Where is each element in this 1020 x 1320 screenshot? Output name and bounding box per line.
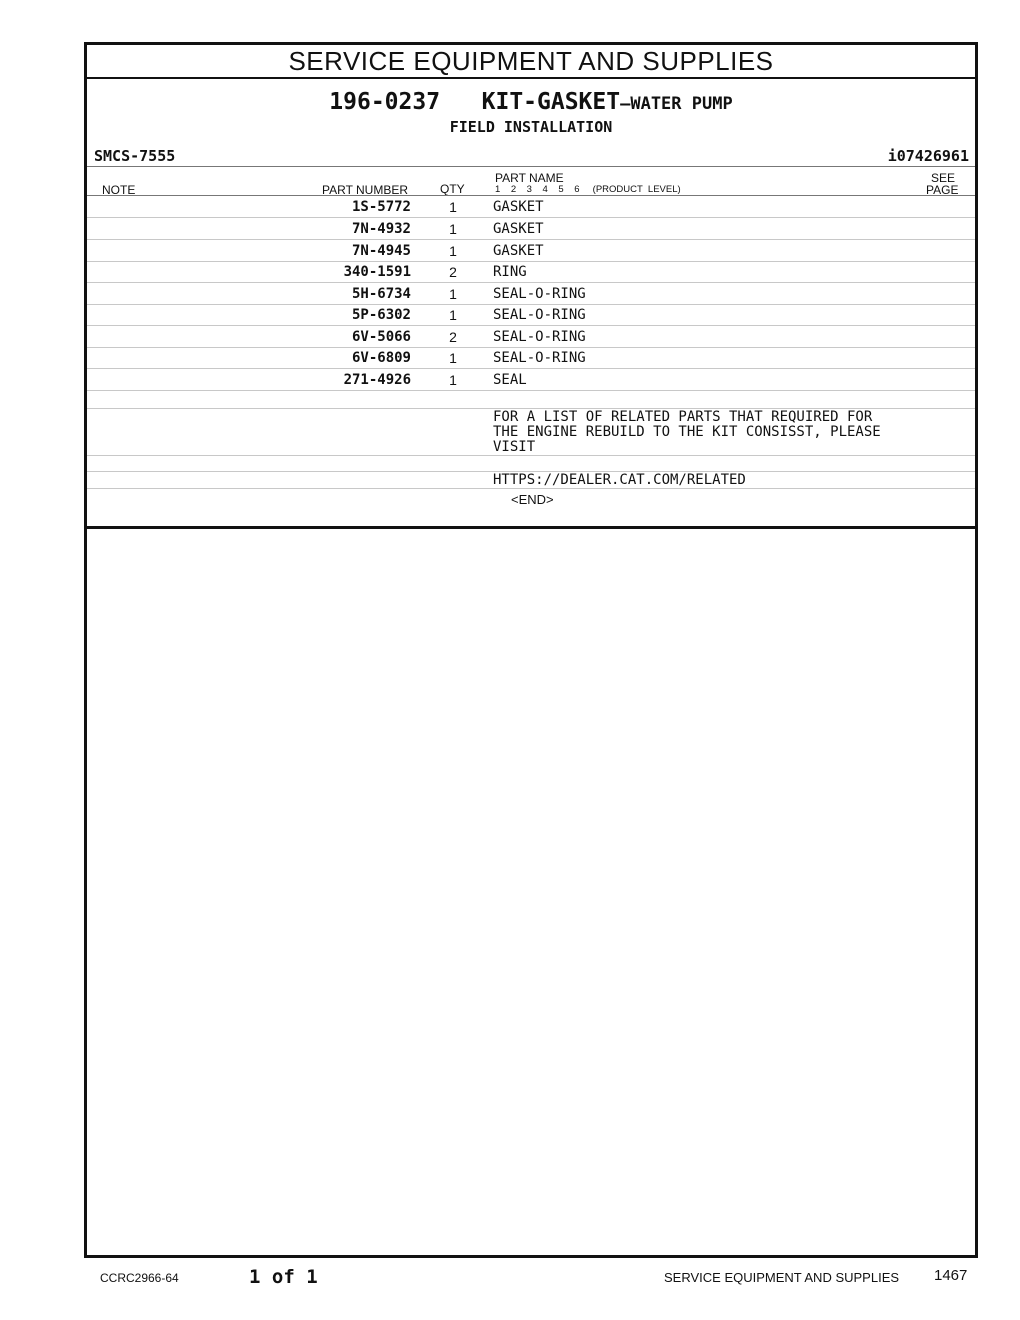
- column-header-qty: QTY: [440, 182, 465, 196]
- kit-number: 196-0237: [329, 89, 441, 115]
- kit-title: [87, 89, 975, 117]
- part-number: 1S-5772: [351, 199, 411, 215]
- kit-description: —WATER PUMP: [620, 94, 733, 114]
- part-qty: 1: [449, 199, 457, 215]
- part-number: 340-1591: [343, 264, 411, 280]
- part-name: GASKET: [493, 221, 544, 237]
- footer-page-count: 1 of 1: [249, 1266, 318, 1288]
- kit-subtitle: FIELD INSTALLATION: [449, 118, 613, 136]
- part-name: GASKET: [493, 243, 544, 259]
- table-row: [87, 369, 975, 391]
- part-name: SEAL-O-RING: [493, 350, 586, 366]
- header-divider: [87, 166, 975, 167]
- column-header-product-level: 1 2 3 4 5 6 (PRODUCT LEVEL): [495, 184, 681, 195]
- column-header-note: NOTE: [102, 183, 136, 197]
- related-parts-url: HTTPS://DEALER.CAT.COM/RELATED: [493, 472, 746, 488]
- part-qty: 1: [449, 286, 457, 302]
- row-divider: [87, 455, 975, 456]
- part-qty: 1: [449, 372, 457, 388]
- page-frame: [84, 42, 978, 1258]
- table-row: [87, 196, 975, 218]
- part-name: SEAL: [493, 372, 527, 388]
- footer-document-code: CCRC2966-64: [100, 1271, 179, 1285]
- column-header-page: PAGE: [926, 183, 959, 197]
- table-row: [87, 304, 975, 326]
- row-divider: [87, 488, 975, 489]
- part-name: SEAL-O-RING: [493, 286, 586, 302]
- part-number: 7N-4945: [351, 243, 411, 259]
- table-row: [87, 347, 975, 369]
- table-row: [87, 261, 975, 283]
- part-number: 7N-4932: [351, 221, 411, 237]
- part-name: GASKET: [493, 199, 544, 215]
- part-qty: 1: [449, 243, 457, 259]
- part-qty: 2: [449, 264, 457, 280]
- smcs-code: SMCS-7555: [94, 147, 176, 165]
- document-id: i07426961: [887, 147, 969, 165]
- footer-section-title: SERVICE EQUIPMENT AND SUPPLIES: [664, 1270, 900, 1285]
- part-name: RING: [493, 264, 527, 280]
- end-marker: <END>: [511, 492, 554, 507]
- part-number: 6V-6809: [351, 350, 411, 366]
- part-name: SEAL-O-RING: [493, 307, 586, 323]
- section-title: SERVICE EQUIPMENT AND SUPPLIES: [87, 45, 975, 79]
- content-end-rule: [87, 526, 975, 529]
- part-qty: 1: [449, 221, 457, 237]
- table-row: [87, 283, 975, 305]
- table-row: [87, 326, 975, 348]
- part-number: 5P-6302: [351, 307, 411, 323]
- part-qty: 1: [449, 350, 457, 366]
- table-row: [87, 240, 975, 262]
- part-number: 271-4926: [343, 372, 411, 388]
- part-number: 5H-6734: [351, 286, 411, 302]
- part-number: 6V-5066: [351, 329, 411, 345]
- column-header-part-number: PART NUMBER: [322, 183, 409, 197]
- part-qty: 2: [449, 329, 457, 345]
- part-name: SEAL-O-RING: [493, 329, 586, 345]
- kit-name: KIT-GASKET: [481, 89, 621, 115]
- part-qty: 1: [449, 307, 457, 323]
- column-header-part-name: PART NAME: [495, 171, 564, 185]
- column-header-see: SEE: [931, 171, 956, 185]
- footer-page-number: 1467: [934, 1267, 968, 1284]
- related-parts-note: FOR A LIST OF RELATED PARTS THAT REQUIRED FOR THE ENGINE REBUILD TO THE KIT CONSISST, PLEASE VISIT: [493, 409, 881, 455]
- table-row: [87, 218, 975, 240]
